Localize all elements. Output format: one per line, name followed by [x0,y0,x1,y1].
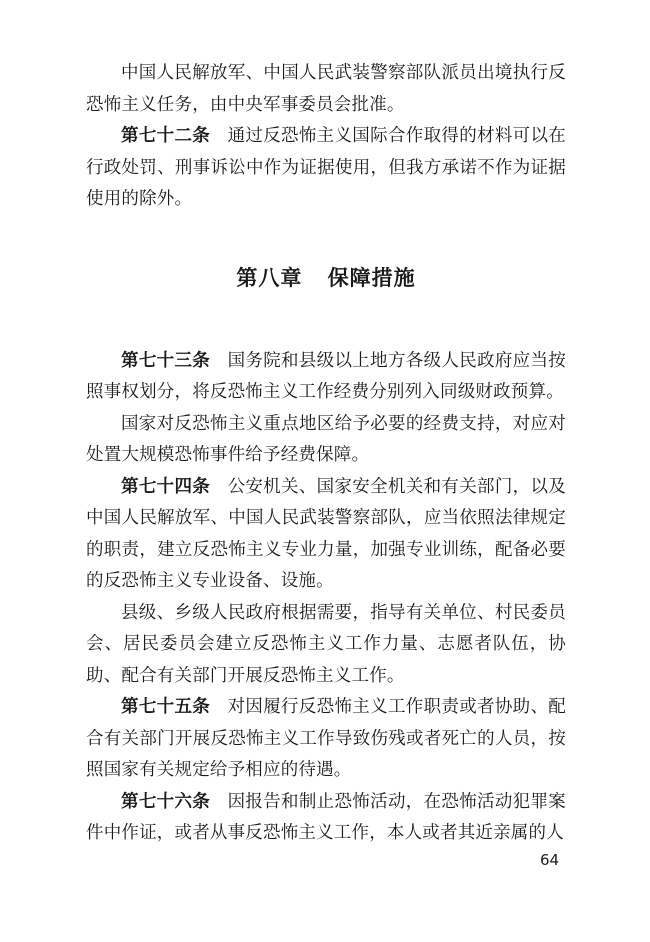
article-75 [86,692,566,787]
article-72 [86,121,566,216]
paragraph-text: 因报告和制止恐怖活动，在恐怖活动犯罪案件中作证，或者从事反恐怖主义工作，本人或者其近亲属的人 [86,791,566,843]
paragraph-text: 县级、乡级人民政府根据需要，指导有关单位、村民委员会、居民委员会建立反恐怖主义工作力量、志愿者队伍，协助、配合有关部门开展反恐怖主义工作。 [86,602,566,686]
paragraph-text: 国务院和县级以上地方各级人民政府应当按照事权划分，将反恐怖主义工作经费分别列入同级财政预算。 [86,350,566,402]
article-heading: 第七十二条 [121,126,211,146]
chapter-name: 保障措施 [327,265,416,290]
article-73-paragraph-2 [86,409,566,472]
article-74 [86,472,566,598]
paragraph-text: 通过反恐怖主义国际合作取得的材料可以在行政处罚、刑事诉讼中作为证据使用，但我方承诺不作为证据使用的除外。 [86,126,566,209]
article-73 [86,346,566,409]
page-number: 64 [540,851,560,869]
page-body [86,58,566,850]
article-heading: 第七十五条 [121,697,211,717]
article-heading: 第七十六条 [121,791,211,812]
article-74-paragraph-2 [86,598,566,693]
paragraph-text: 国家对反恐怖主义重点地区给予必要的经费支持，对应对处置大规模恐怖事件给予经费保障。 [86,413,566,465]
paragraph-text: 中国人民解放军、中国人民武装警察部队派员出境执行反恐怖主义任务，由中央军事委员会批准。 [86,63,566,115]
chapter-title [86,216,566,346]
paragraph-text: 对因履行反恐怖主义工作职责或者协助、配合有关部门开展反恐怖主义工作导致伤残或者死亡的人员，按照国家有关规定给予相应的待遇。 [86,697,566,780]
article-heading: 第七十三条 [121,350,211,371]
article-heading: 第七十四条 [121,476,211,497]
paragraph-continuation [86,58,566,121]
article-76 [86,787,566,850]
chapter-number: 第八章 [236,265,303,290]
paragraph-text: 公安机关、国家安全机关和有关部门，以及中国人民解放军、中国人民武装警察部队，应当依照法律规定的职责，建立反恐怖主义专业力量，加强专业训练，配备必要的反恐怖主义专业设备、设施。 [86,476,566,591]
